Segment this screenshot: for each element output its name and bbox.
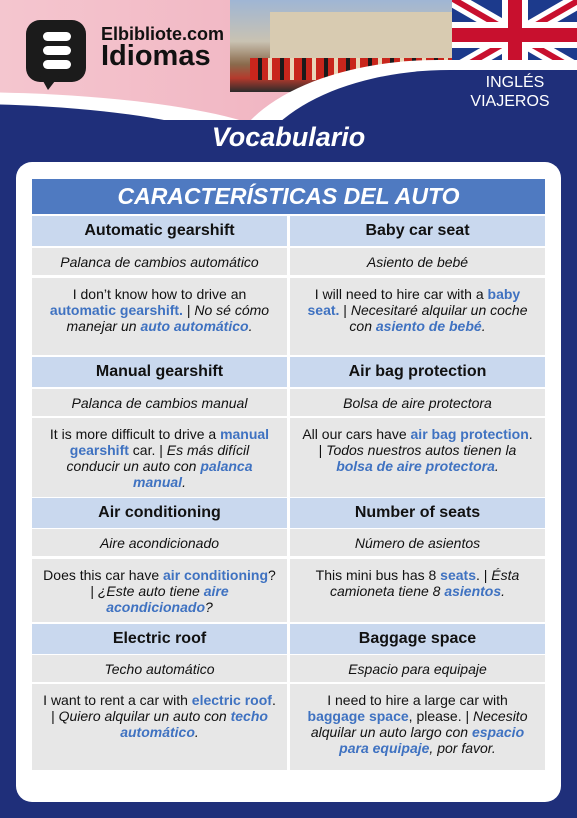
highlighted-term: aire acondicionado (106, 583, 229, 615)
term-heading: Electric roof (32, 624, 287, 654)
example-text: | (339, 302, 351, 318)
header (0, 0, 577, 120)
example-text: | (182, 302, 195, 318)
highlighted-term: seats (440, 567, 476, 583)
example-sentence (32, 418, 287, 497)
logo-e-glyph-icon (43, 32, 71, 70)
example-text: This mini bus has 8 (315, 567, 441, 583)
example-text: . (194, 724, 199, 740)
highlighted-term: auto automático (140, 318, 249, 334)
example-text: Ésta camioneta tiene 8 (329, 567, 520, 599)
highlighted-term: manual gearshift (69, 426, 270, 458)
highlighted-term: asientos (444, 583, 502, 599)
example-text: . (501, 583, 506, 599)
example-text: I don’t know how to drive an (72, 286, 247, 302)
highlighted-term: baggage space (307, 708, 409, 724)
example-sentence (32, 278, 287, 355)
brand-name: Idiomas (101, 40, 211, 72)
example-text: Necesito alquilar un auto largo con (310, 708, 528, 740)
term-heading: Manual gearshift (32, 357, 287, 387)
example-text: ¿Este auto tiene (97, 583, 204, 599)
term-heading: Baby car seat (290, 216, 545, 246)
example-text: Quiero alquilar un auto con (58, 708, 231, 724)
term-heading: Baggage space (290, 624, 545, 654)
example-text: I need to hire a large car with (327, 692, 508, 708)
highlighted-term: automatic gearshift. (49, 302, 183, 318)
highlighted-term: air bag protection (410, 426, 529, 442)
example-text: . | (475, 567, 492, 583)
badge-viajeros: VIAJEROS (470, 93, 550, 110)
highlighted-term: espacio para equipaje (339, 724, 525, 756)
highlighted-term: asiento de bebé (375, 318, 482, 334)
term-translation: Aire acondicionado (32, 529, 287, 556)
example-text: . (248, 318, 253, 334)
example-sentence (290, 559, 545, 622)
logo-tail-icon (38, 72, 62, 90)
term-translation: Espacio para equipaje (290, 655, 545, 682)
example-text: I want to rent a car with (43, 692, 192, 708)
term-translation: Asiento de bebé (290, 248, 545, 275)
highlighted-term: electric roof (191, 692, 272, 708)
example-sentence (290, 278, 545, 355)
term-translation: Palanca de cambios automático (32, 248, 287, 275)
highlighted-term: palanca manual (133, 458, 253, 490)
term-heading: Air bag protection (290, 357, 545, 387)
example-text: , por favor. (429, 740, 496, 756)
term-heading: Air conditioning (32, 498, 287, 528)
example-text: It is more difficult to drive a (49, 426, 221, 442)
example-text: . (494, 458, 499, 474)
example-text: All our cars have (302, 426, 411, 442)
brand-site: Elbibliote.com (101, 24, 225, 44)
example-text: ? | (90, 567, 276, 599)
highlighted-term: air conditioning (163, 567, 269, 583)
example-text: . | (318, 426, 533, 458)
example-text: I will need to hire car with a (314, 286, 488, 302)
example-sentence (32, 684, 287, 770)
card-title: CARACTERÍSTICAS DEL AUTO (32, 179, 545, 214)
term-translation: Palanca de cambios manual (32, 389, 287, 416)
example-text: . (182, 474, 186, 490)
example-text: Does this car have (43, 567, 164, 583)
term-translation: Número de asientos (290, 529, 545, 556)
example-sentence (290, 684, 545, 770)
example-text: Es más difícil conducir un auto con (66, 442, 250, 474)
example-text: car. | (128, 442, 167, 458)
highlighted-term: bolsa de aire protectora (336, 458, 495, 474)
term-heading: Automatic gearshift (32, 216, 287, 246)
example-text: ? (205, 599, 213, 615)
example-text: No sé cómo manejar un (66, 302, 270, 334)
vocabulary-card (16, 162, 561, 802)
term-heading: Number of seats (290, 498, 545, 528)
example-text: Todos nuestros autos tienen la (326, 442, 517, 458)
highlighted-term: techo automático (120, 708, 268, 740)
example-text: Necesitaré alquilar un coche con (349, 302, 528, 334)
example-text: . | (51, 692, 276, 724)
badge-ingles: INGLÉS (485, 74, 545, 91)
page-title: Vocabulario (211, 122, 366, 152)
term-translation: Bolsa de aire protectora (290, 389, 545, 416)
term-translation: Techo automático (32, 655, 287, 682)
highlighted-term: baby seat. (307, 286, 521, 318)
example-text: , please. | (408, 708, 474, 724)
example-text: . (481, 318, 486, 334)
example-sentence (32, 559, 287, 622)
example-sentence (290, 418, 545, 497)
